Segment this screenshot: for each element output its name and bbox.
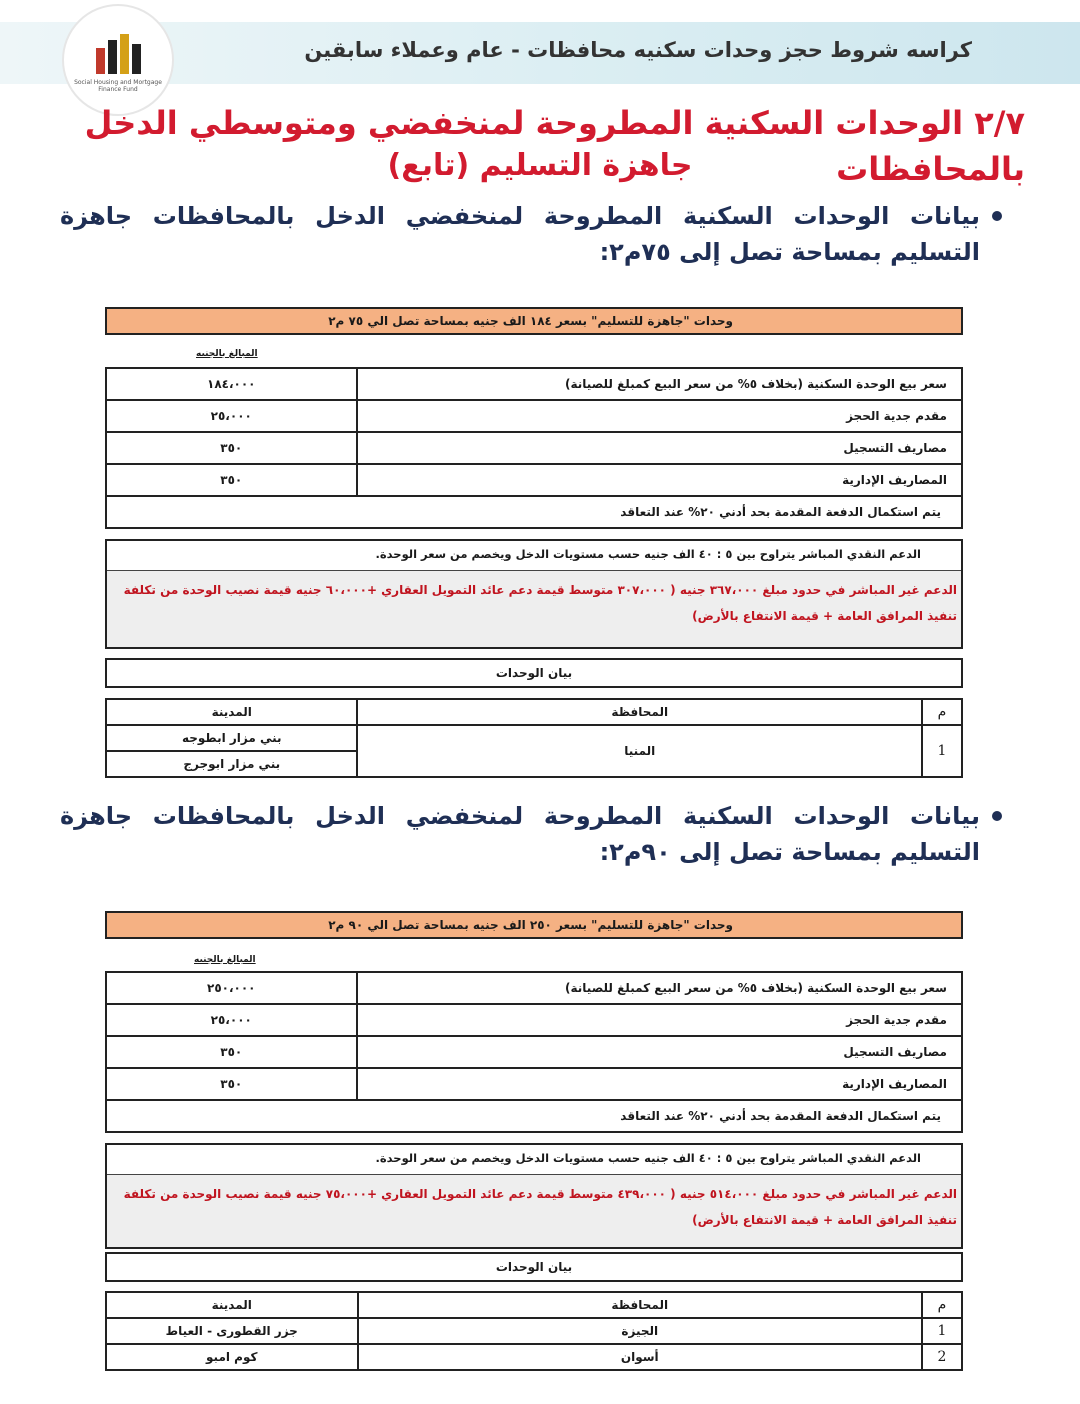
offer-title-bar: وحدات "جاهزة للتسليم" بسعر ١٨٤ الف جنيه بمساحة تصل الي ٧٥ م٢ xyxy=(105,307,963,335)
col-index-header: م xyxy=(922,1292,962,1318)
support-box xyxy=(105,1143,963,1249)
table-row xyxy=(106,725,962,751)
table-row xyxy=(106,1318,962,1344)
table-row xyxy=(106,368,962,400)
direct-support-text: الدعم النقدي المباشر يتراوح بين ٥ : ٤٠ الف جنيه حسب مستويات الدخل ويخصم من سعر الوحدة. xyxy=(107,541,961,571)
cost-value: ٢٥،٠٠٠ xyxy=(106,400,357,432)
units-table xyxy=(105,1291,963,1371)
table-row xyxy=(106,400,962,432)
section-title: ٢/٧ الوحدات السكنية المطروحة لمنخفضي ومتوسطي الدخل بالمحافظات xyxy=(84,104,1025,188)
cost-label: المصاريف الإدارية xyxy=(357,464,962,496)
row-index: 2 xyxy=(922,1344,962,1370)
offer-title-bar: وحدات "جاهزة للتسليم" بسعر ٢٥٠ الف جنيه بمساحة تصل الي ٩٠ م٢ xyxy=(105,911,963,939)
governorate-cell: أسوان xyxy=(358,1344,923,1370)
table-row xyxy=(106,972,962,1004)
cost-value: ٣٥٠ xyxy=(106,432,357,464)
cost-value: ٢٥٠،٠٠٠ xyxy=(106,972,357,1004)
table-row xyxy=(106,496,962,528)
amount-unit-label: المبالغ بالجنيه xyxy=(194,955,256,965)
row-index: 1 xyxy=(922,1318,962,1344)
units-title: بيان الوحدات xyxy=(105,1252,963,1282)
cost-value: ٢٥،٠٠٠ xyxy=(106,1004,357,1036)
table-row xyxy=(106,1100,962,1132)
table-row xyxy=(106,464,962,496)
col-governorate-header: المحافظة xyxy=(357,699,922,725)
col-index-header: م xyxy=(922,699,962,725)
table-row xyxy=(106,432,962,464)
table-row xyxy=(106,1004,962,1036)
costs-table xyxy=(105,971,963,1133)
table-row xyxy=(106,1036,962,1068)
cost-label: مصاريف التسجيل xyxy=(357,432,962,464)
table-row xyxy=(106,1344,962,1370)
bullet-icon xyxy=(992,811,1002,821)
cost-label: مقدم جدية الحجز xyxy=(357,1004,962,1036)
city-cell: جزر القطورى - العياط xyxy=(106,1318,358,1344)
col-city-header: المدينة xyxy=(106,699,357,725)
logo-mark-icon xyxy=(96,34,141,74)
cost-label: سعر بيع الوحدة السكنية (بخلاف ٥% من سعر البيع كمبلغ للصيانة) xyxy=(357,972,962,1004)
cost-label: المصاريف الإدارية xyxy=(357,1068,962,1100)
col-governorate-header: المحافظة xyxy=(358,1292,923,1318)
city-cell: كوم امبو xyxy=(106,1344,358,1370)
cost-label: مصاريف التسجيل xyxy=(357,1036,962,1068)
table-row xyxy=(106,1068,962,1100)
indirect-support-text: الدعم غير المباشر في حدود مبلغ ٥١٤،٠٠٠ جنيه ( ٤٣٩،٠٠٠ متوسط قيمة دعم عائد التمويل العقاري +٧٥،٠٠٠ جنيه قيمة نصيب الوحدة من تكلفة تنفيذ المرافق العامة + قيمة الانتفاع بالأرض) xyxy=(123,1187,957,1227)
payment-note: يتم استكمال الدفعة المقدمة بحد أدني ٢٠% عند التعاقد xyxy=(106,1100,962,1132)
city-cell: بني مزار ابطوجه xyxy=(106,725,357,751)
cost-value: ٣٥٠ xyxy=(106,1036,357,1068)
cost-label: سعر بيع الوحدة السكنية (بخلاف ٥% من سعر البيع كمبلغ للصيانة) xyxy=(357,368,962,400)
table-header-row xyxy=(106,1292,962,1318)
row-index: 1 xyxy=(922,725,962,777)
section-subtitle: جاهزة التسليم (تابع) xyxy=(387,148,693,183)
table-header-row xyxy=(106,699,962,725)
block-intro: بيانات الوحدات السكنية المطروحة لمنخفضي الدخل بالمحافظات جاهزة التسليم بمساحة تصل إلى ٧٥م٢: xyxy=(60,202,980,266)
col-city-header: المدينة xyxy=(106,1292,358,1318)
amount-unit-label: المبالغ بالجنيه xyxy=(196,349,258,359)
costs-table xyxy=(105,367,963,529)
governorate-cell: المنيا xyxy=(357,725,922,777)
units-table xyxy=(105,698,963,778)
block-intro: بيانات الوحدات السكنية المطروحة لمنخفضي الدخل بالمحافظات جاهزة التسليم بمساحة تصل إلى ٩٠م٢: xyxy=(60,802,980,866)
bullet-icon xyxy=(992,211,1002,221)
cost-value: ٣٥٠ xyxy=(106,1068,357,1100)
indirect-support-text: الدعم غير المباشر في حدود مبلغ ٣٦٧،٠٠٠ جنيه ( ٣٠٧،٠٠٠ متوسط قيمة دعم عائد التمويل العقاري +٦٠،٠٠٠ جنيه قيمة نصيب الوحدة من تكلفة تنفيذ المرافق العامة + قيمة الانتفاع بالأرض) xyxy=(123,583,957,623)
cost-value: ٣٥٠ xyxy=(106,464,357,496)
document-title: كراسه شروط حجز وحدات سكنيه محافظات - عام وعملاء سابقين xyxy=(304,38,972,62)
city-cell: بني مزار ابوجرج xyxy=(106,751,357,777)
units-title: بيان الوحدات xyxy=(105,658,963,688)
cost-label: مقدم جدية الحجز xyxy=(357,400,962,432)
cost-value: ١٨٤،٠٠٠ xyxy=(106,368,357,400)
logo-text: Social Housing and Mortgage Finance Fund xyxy=(74,79,162,93)
governorate-cell: الجيزة xyxy=(358,1318,923,1344)
direct-support-text: الدعم النقدي المباشر يتراوح بين ٥ : ٤٠ الف جنيه حسب مستويات الدخل ويخصم من سعر الوحدة. xyxy=(107,1145,961,1175)
payment-note: يتم استكمال الدفعة المقدمة بحد أدني ٢٠% عند التعاقد xyxy=(106,496,962,528)
support-box xyxy=(105,539,963,649)
